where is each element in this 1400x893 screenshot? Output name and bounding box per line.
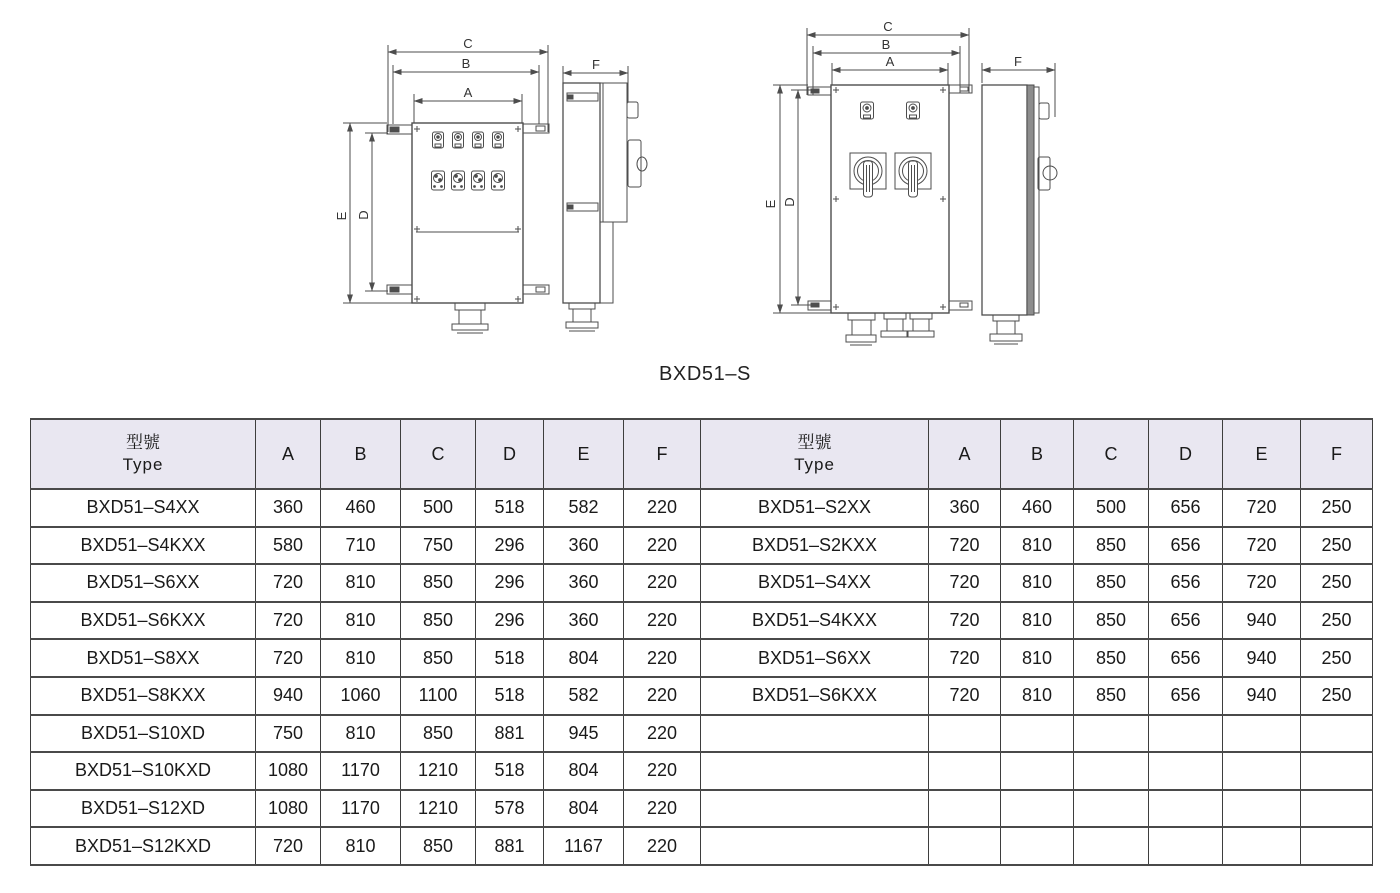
dimension-value-cell: 750 <box>256 715 321 753</box>
dimension-value-cell: 804 <box>544 790 624 828</box>
dimension-value-cell: 296 <box>476 527 544 565</box>
screw-marks <box>833 87 946 310</box>
dimension-value-cell: 360 <box>544 602 624 640</box>
dimension-value-cell <box>929 827 1001 865</box>
model-type-cell: BXD51–S8XX <box>31 639 256 677</box>
dimension-value-cell: 810 <box>321 602 401 640</box>
model-type-cell: BXD51–S12KXD <box>31 827 256 865</box>
dim-label-b: B <box>461 56 471 71</box>
dimension-value-cell <box>1001 827 1074 865</box>
model-type-cell: BXD51–S6XX <box>31 564 256 602</box>
col-header-d-right: D <box>1149 419 1223 489</box>
dim-label-f: F <box>1014 54 1022 69</box>
dimension-value-cell: 810 <box>1001 527 1074 565</box>
col-header-b-right: B <box>1001 419 1074 489</box>
dimension-table <box>30 418 1373 866</box>
screw-marks <box>414 126 521 302</box>
front-view <box>808 85 972 345</box>
dimension-value-cell: 220 <box>624 752 701 790</box>
dimension-value-cell: 296 <box>476 602 544 640</box>
dimension-value-cell <box>929 790 1001 828</box>
dimension-value-cell: 810 <box>1001 602 1074 640</box>
col-header-b-left: B <box>321 419 401 489</box>
table-row <box>31 715 1373 753</box>
dimension-value-cell: 1210 <box>401 752 476 790</box>
dimension-value-cell: 220 <box>624 715 701 753</box>
dimension-value-cell: 850 <box>401 564 476 602</box>
table-row <box>31 827 1373 865</box>
col-header-d-left: D <box>476 419 544 489</box>
dimension-value-cell <box>1301 827 1373 865</box>
cable-glands <box>846 313 934 345</box>
dimension-value-cell: 578 <box>476 790 544 828</box>
dimension-value-cell: 1167 <box>544 827 624 865</box>
cable-gland-side <box>990 315 1022 344</box>
dimension-value-cell <box>929 752 1001 790</box>
model-type-cell: BXD51–S10XD <box>31 715 256 753</box>
dimension-value-cell: 250 <box>1301 677 1373 715</box>
dimension-value-cell <box>1301 715 1373 753</box>
table-header-row <box>31 419 1373 489</box>
col-header-e-right: E <box>1223 419 1301 489</box>
dimension-value-cell <box>1301 752 1373 790</box>
dimension-value-cell: 810 <box>1001 639 1074 677</box>
model-type-cell: BXD51–S2XX <box>701 489 929 527</box>
dimension-value-cell: 720 <box>256 602 321 640</box>
table-row <box>31 752 1373 790</box>
table-row <box>31 677 1373 715</box>
dimension-value-cell: 850 <box>1074 677 1149 715</box>
dimension-value-cell: 940 <box>1223 602 1301 640</box>
dimension-value-cell: 250 <box>1301 639 1373 677</box>
dimension-value-cell: 1170 <box>321 752 401 790</box>
dimension-value-cell: 360 <box>544 527 624 565</box>
col-header-a-left: A <box>256 419 321 489</box>
dimension-value-cell: 940 <box>1223 639 1301 677</box>
dimension-value-cell: 220 <box>624 827 701 865</box>
dimension-value-cell: 810 <box>1001 677 1074 715</box>
dim-label-e: E <box>763 199 778 209</box>
dimension-value-cell: 850 <box>1074 639 1149 677</box>
dimension-value-cell: 720 <box>1223 489 1301 527</box>
pushbutton-row <box>433 132 504 148</box>
col-header-type-right <box>701 419 929 489</box>
dimension-value-cell: 220 <box>624 564 701 602</box>
dimension-value-cell: 518 <box>476 489 544 527</box>
model-type-cell: BXD51–S10KXD <box>31 752 256 790</box>
dimension-value-cell: 500 <box>1074 489 1149 527</box>
col-header-a-right: A <box>929 419 1001 489</box>
dimension-value-cell <box>1223 715 1301 753</box>
rotary-switches <box>850 153 931 197</box>
dimension-value-cell: 881 <box>476 715 544 753</box>
drawing-pushbutton-box <box>330 20 670 350</box>
model-type-cell: BXD51–S4KXX <box>31 527 256 565</box>
dimension-value-cell: 580 <box>256 527 321 565</box>
figure-caption: BXD51–S <box>658 363 752 385</box>
dimension-value-cell: 850 <box>1074 527 1149 565</box>
table-row <box>31 790 1373 828</box>
dimension-value-cell: 250 <box>1301 602 1373 640</box>
dimension-value-cell: 710 <box>321 527 401 565</box>
dimension-value-cell: 720 <box>256 827 321 865</box>
side-view <box>563 83 647 331</box>
dimension-value-cell: 850 <box>401 827 476 865</box>
dimension-value-cell: 656 <box>1149 527 1223 565</box>
dimension-value-cell: 720 <box>256 639 321 677</box>
type-header-zh: 型號 <box>797 432 832 452</box>
dimension-value-cell: 720 <box>929 602 1001 640</box>
model-type-cell: BXD51–S4KXX <box>701 602 929 640</box>
dimension-value-cell: 810 <box>321 827 401 865</box>
dimension-value-cell: 460 <box>321 489 401 527</box>
dimension-value-cell: 810 <box>321 715 401 753</box>
dimension-value-cell <box>1223 752 1301 790</box>
dimension-value-cell: 850 <box>401 639 476 677</box>
selector-switch-row <box>432 171 505 190</box>
col-header-c-left: C <box>401 419 476 489</box>
cable-gland <box>452 303 488 333</box>
dimension-value-cell <box>1223 790 1301 828</box>
type-header-zh: 型號 <box>126 432 160 452</box>
dimension-value-cell: 945 <box>544 715 624 753</box>
dimension-value-cell: 720 <box>929 677 1001 715</box>
model-type-cell: BXD51–S12XD <box>31 790 256 828</box>
table-row <box>31 527 1373 565</box>
drawing-rotary-switch-box <box>760 20 1100 350</box>
dimension-value-cell: 810 <box>321 564 401 602</box>
model-type-cell: BXD51–S4XX <box>31 489 256 527</box>
dimension-value-cell: 220 <box>624 790 701 828</box>
dimension-value-cell: 1080 <box>256 752 321 790</box>
dimension-value-cell: 220 <box>624 602 701 640</box>
model-type-cell: BXD51–S4XX <box>701 564 929 602</box>
dimension-value-cell: 518 <box>476 752 544 790</box>
dimension-value-cell: 810 <box>321 639 401 677</box>
dimension-value-cell: 940 <box>1223 677 1301 715</box>
dimension-value-cell: 656 <box>1149 677 1223 715</box>
dimension-value-cell: 1060 <box>321 677 401 715</box>
dimension-value-cell: 518 <box>476 677 544 715</box>
model-type-cell <box>701 752 929 790</box>
col-header-f-left: F <box>624 419 701 489</box>
dimension-value-cell <box>1001 752 1074 790</box>
col-header-f-right: F <box>1301 419 1373 489</box>
model-type-cell: BXD51–S2KXX <box>701 527 929 565</box>
dimension-value-cell <box>1074 790 1149 828</box>
dimension-value-cell: 720 <box>929 639 1001 677</box>
dimension-value-cell: 582 <box>544 489 624 527</box>
col-header-e-left: E <box>544 419 624 489</box>
dimension-lines <box>343 45 628 303</box>
dimension-value-cell: 518 <box>476 639 544 677</box>
dim-label-d: D <box>782 197 797 207</box>
dim-label-f: F <box>592 57 600 72</box>
dimension-value-cell <box>1001 790 1074 828</box>
cable-gland-side <box>566 303 598 331</box>
indicator-lights <box>861 102 920 119</box>
table-row <box>31 564 1373 602</box>
model-type-cell: BXD51–S6KXX <box>31 602 256 640</box>
dimension-value-cell: 500 <box>401 489 476 527</box>
dimension-value-cell <box>1223 827 1301 865</box>
dimension-value-cell: 250 <box>1301 527 1373 565</box>
dimension-value-cell <box>1074 752 1149 790</box>
dimension-value-cell <box>1149 715 1223 753</box>
dimension-value-cell <box>929 715 1001 753</box>
dimension-value-cell <box>1074 715 1149 753</box>
dimension-value-cell: 1100 <box>401 677 476 715</box>
dimension-value-cell: 656 <box>1149 639 1223 677</box>
dimension-value-cell: 720 <box>929 564 1001 602</box>
dimension-value-cell: 810 <box>1001 564 1074 602</box>
dimension-value-cell <box>1074 827 1149 865</box>
dimension-value-cell: 720 <box>256 564 321 602</box>
dimension-value-cell: 360 <box>544 564 624 602</box>
dimension-value-cell: 360 <box>256 489 321 527</box>
dimension-value-cell: 720 <box>929 527 1001 565</box>
dimension-value-cell <box>1149 827 1223 865</box>
dimension-value-cell: 656 <box>1149 564 1223 602</box>
dimension-value-cell: 1080 <box>256 790 321 828</box>
dimension-value-cell: 250 <box>1301 564 1373 602</box>
dimension-value-cell: 720 <box>1223 564 1301 602</box>
dimension-value-cell <box>1149 752 1223 790</box>
dimension-value-cell: 850 <box>401 715 476 753</box>
dimension-value-cell: 804 <box>544 639 624 677</box>
dim-label-e: E <box>334 211 349 221</box>
side-view <box>982 85 1057 344</box>
type-header-en: Type <box>122 455 164 474</box>
type-header-en: Type <box>794 455 835 474</box>
dim-label-c: C <box>883 20 893 34</box>
dimension-value-cell: 720 <box>1223 527 1301 565</box>
model-type-cell <box>701 790 929 828</box>
model-type-cell: BXD51–S6XX <box>701 639 929 677</box>
dimension-value-cell: 1210 <box>401 790 476 828</box>
dimension-value-cell: 1170 <box>321 790 401 828</box>
dimension-value-cell: 250 <box>1301 489 1373 527</box>
dimension-value-cell: 460 <box>1001 489 1074 527</box>
dim-label-a: A <box>463 85 473 100</box>
dimension-value-cell: 220 <box>624 639 701 677</box>
dimension-value-cell <box>1301 790 1373 828</box>
dimension-table-wrap <box>30 418 1372 866</box>
front-view <box>387 123 549 333</box>
dimension-value-cell: 582 <box>544 677 624 715</box>
dimension-value-cell: 750 <box>401 527 476 565</box>
dim-label-b: B <box>881 37 891 52</box>
dimension-value-cell <box>1149 790 1223 828</box>
dimension-value-cell: 881 <box>476 827 544 865</box>
model-type-cell: BXD51–S6KXX <box>701 677 929 715</box>
dimension-value-cell: 940 <box>256 677 321 715</box>
dim-label-a: A <box>885 54 895 69</box>
dimension-value-cell: 296 <box>476 564 544 602</box>
model-type-cell: BXD51–S8KXX <box>31 677 256 715</box>
table-row <box>31 602 1373 640</box>
model-type-cell <box>701 715 929 753</box>
dim-label-d: D <box>356 210 371 220</box>
dim-label-c: C <box>463 36 473 51</box>
dimension-value-cell: 850 <box>401 602 476 640</box>
dimension-value-cell: 220 <box>624 527 701 565</box>
col-header-type-left <box>31 419 256 489</box>
dimension-value-cell: 220 <box>624 489 701 527</box>
dimension-value-cell <box>1001 715 1074 753</box>
dimension-value-cell: 850 <box>1074 602 1149 640</box>
col-header-c-right: C <box>1074 419 1149 489</box>
dimension-value-cell: 360 <box>929 489 1001 527</box>
model-type-cell <box>701 827 929 865</box>
table-row <box>31 489 1373 527</box>
dimension-value-cell: 220 <box>624 677 701 715</box>
table-body <box>31 489 1373 865</box>
dimension-value-cell: 656 <box>1149 602 1223 640</box>
dimension-value-cell: 656 <box>1149 489 1223 527</box>
dimension-value-cell: 804 <box>544 752 624 790</box>
dimension-value-cell: 850 <box>1074 564 1149 602</box>
table-row <box>31 639 1373 677</box>
